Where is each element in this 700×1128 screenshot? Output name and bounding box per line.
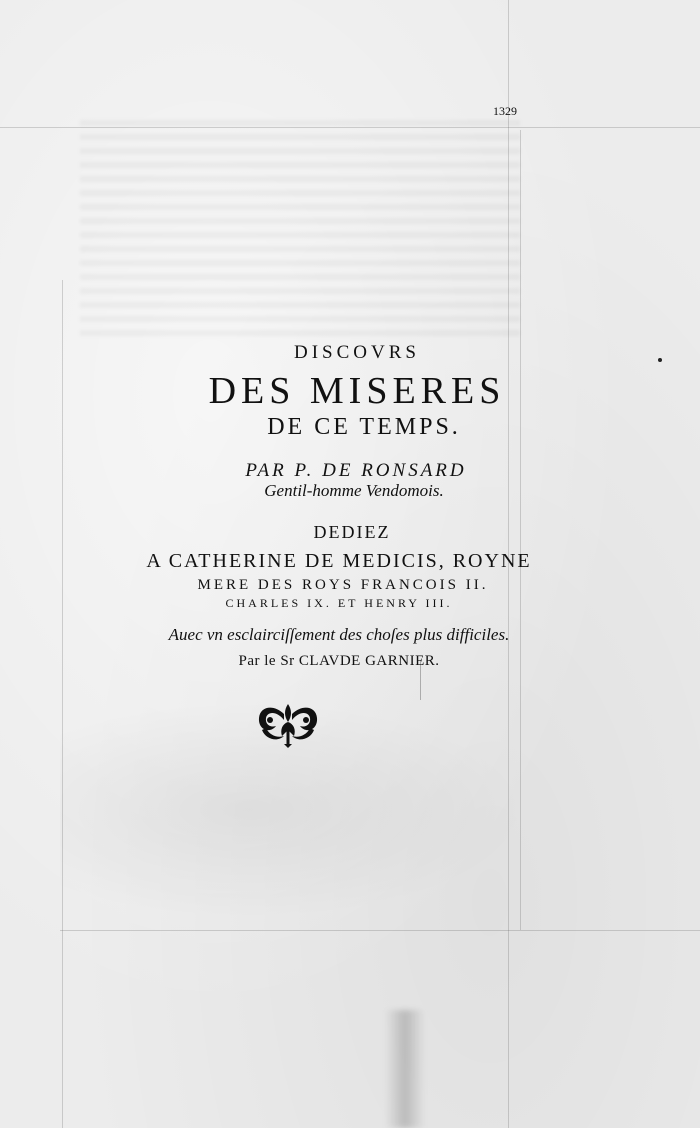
title-line-3: DE CE TEMPS. (267, 414, 461, 440)
guide-line (60, 930, 700, 931)
show-through-text (80, 120, 520, 340)
dedication-line-1: A CATHERINE DE MEDICIS, ROYNE (146, 550, 532, 572)
commentator-credit: Par le Sr CLAVDE GARNIER. (238, 653, 440, 669)
dedication-line-3: CHARLES IX. ET HENRY III. (225, 596, 453, 610)
dedication-heading: DEDIEZ (313, 522, 391, 542)
fleuron-ornament-icon (256, 700, 320, 748)
title-line-1: DISCOVRS (294, 342, 420, 363)
binding-shadow (385, 1010, 425, 1128)
dedication-line-2: MERE DES ROYS FRANCOIS II. (197, 577, 489, 593)
author-byline: PAR P. DE RONSARD (245, 460, 467, 481)
guide-line (0, 127, 700, 128)
page-number: 1329 (493, 104, 517, 118)
author-descriptor: Gentil-homme Vendomois. (264, 481, 444, 500)
clarification-note: Auec vn esclairciſſement des choſes plus difficiles. (168, 625, 510, 644)
title-line-2: DES MISERES (208, 370, 506, 412)
